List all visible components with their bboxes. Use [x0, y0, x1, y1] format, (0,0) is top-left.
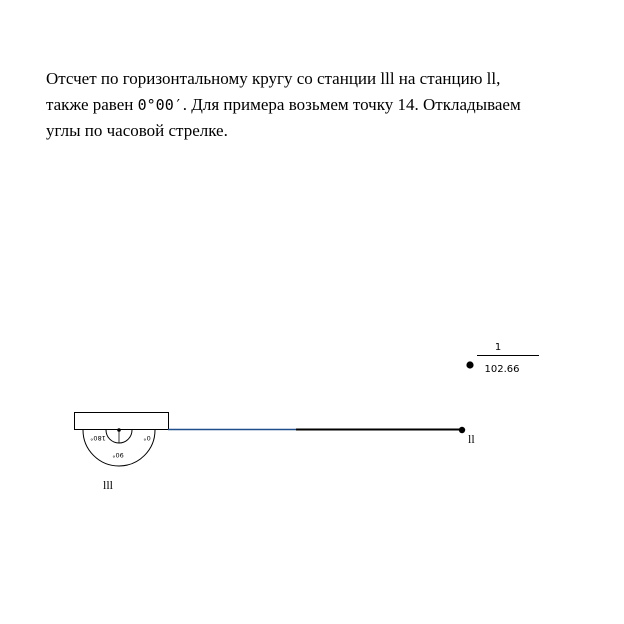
- protractor-ruler: [75, 413, 169, 430]
- text-line-3: углы по часовой стрелке.: [46, 121, 228, 140]
- station-ll-marker: [459, 427, 465, 433]
- station-lll-marker: [117, 428, 121, 432]
- point-1-marker: [466, 361, 473, 368]
- station-lll-label: lll: [103, 478, 114, 492]
- station-ll-label: ll: [468, 432, 475, 446]
- protractor-mark-180: 180°: [90, 434, 106, 442]
- point-value-label: 102.66: [484, 364, 520, 375]
- text-line-1: Отсчет по горизонтальному кругу со станции lll на станцию ll,: [46, 69, 501, 88]
- text-line-2-end: . Для примера возьмем точку 14. Откладываем: [182, 95, 521, 114]
- text-line-2-start: также равен: [46, 95, 138, 114]
- point-number-label: 1: [494, 342, 502, 353]
- protractor-mark-0: 0°: [143, 434, 151, 442]
- protractor-mark-90: 90°: [112, 451, 124, 459]
- angle-value: 0°00′: [137, 96, 183, 114]
